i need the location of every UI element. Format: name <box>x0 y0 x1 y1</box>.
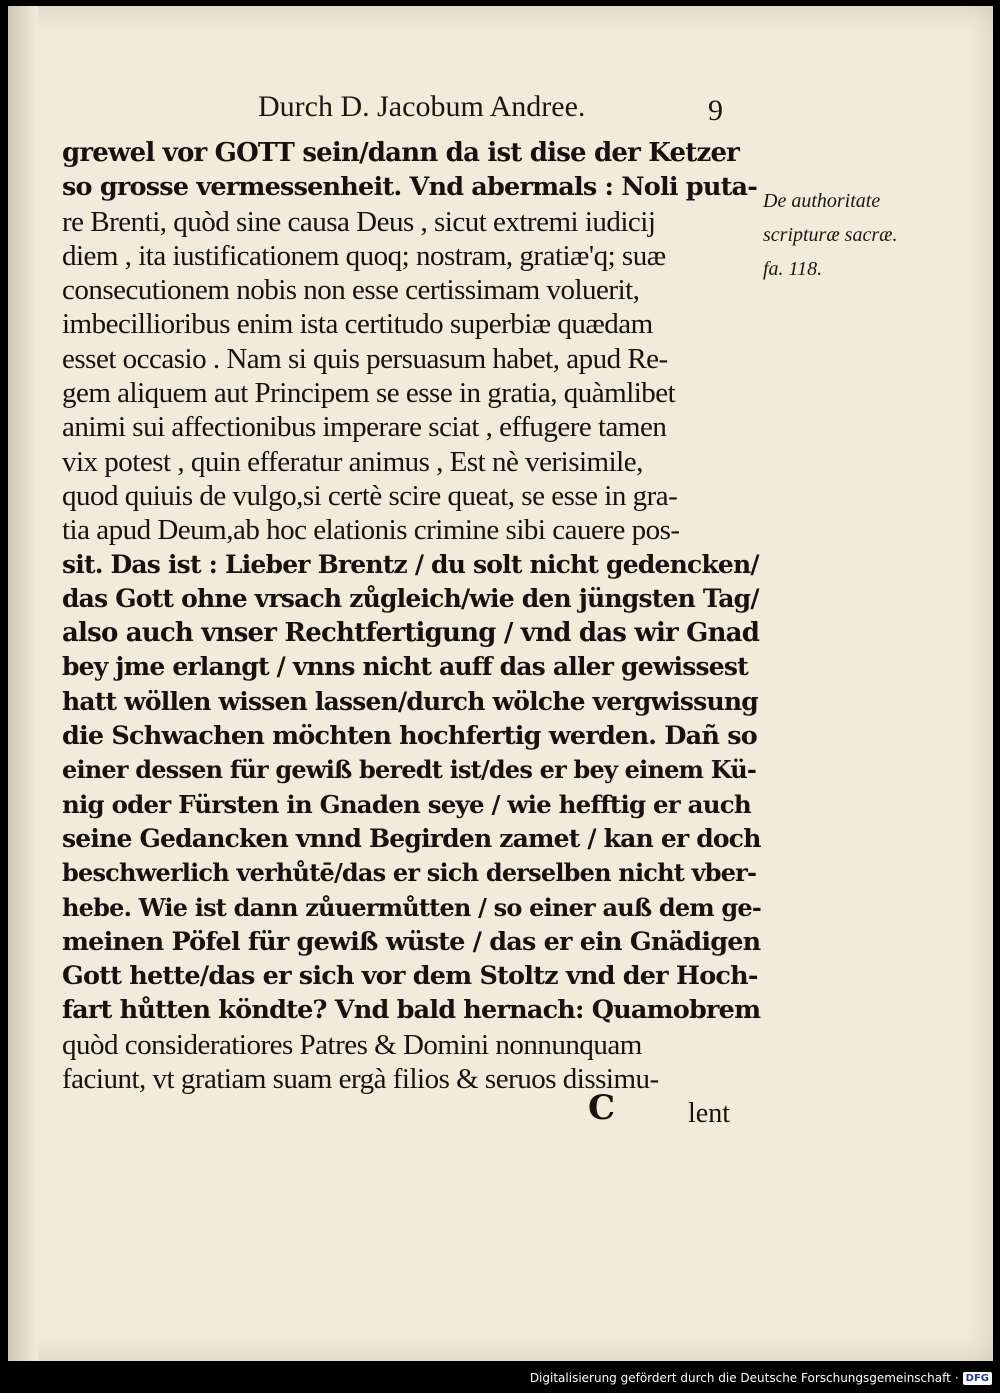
book-page <box>8 6 993 1361</box>
text-line: vix potest , quin efferatur animus , Est nè verisimile, <box>62 445 643 478</box>
text-line: meinen Pöfel für gewiß wüste / das er ein Gnädigen <box>62 926 761 957</box>
text-line: quòd consideratiores Patres & Domini nonnunquam <box>62 1028 642 1061</box>
footer-credit: Digitalisierung gefördert durch die Deutsche Forschungsgemeinschaft <box>529 1371 951 1385</box>
text-line: nig oder Fürsten in Gnaden seye / wie hefftig er auch <box>62 789 751 819</box>
text-line: fart hůtten köndte? Vnd bald hernach: Quamobrem <box>62 995 761 1026</box>
catchword: lent <box>688 1098 730 1129</box>
text-line: diem , ita iustificationem quoq; nostram, gratiæ'q; suæ <box>62 239 666 272</box>
text-line: grewel vor GOTT sein/dann da ist dise der Ketzer <box>62 138 740 168</box>
running-title: Durch D. Jacobum Andree. <box>258 90 586 123</box>
dfg-logo-icon: DFG <box>963 1372 992 1385</box>
text-line: imbecillioribus enim ista certitudo superbiæ quædam <box>62 308 653 341</box>
text-line: so grosse vermessenheit. Vnd abermals : Noli puta- <box>62 172 758 203</box>
digitization-footer <box>530 1367 992 1389</box>
signature-mark: C <box>588 1088 616 1128</box>
text-line: hatt wöllen wissen lassen/durch wölche vergwissung <box>62 686 758 716</box>
text-line: faciunt, vt gratiam suam ergà filios & seruos dissimu- <box>62 1063 659 1096</box>
text-line: das Gott ohne vrsach zůgleich/wie den jüngsten Tag/ <box>62 583 759 613</box>
text-line: esset occasio . Nam si quis persuasum habet, apud Re- <box>62 342 668 375</box>
text-line: re Brenti, quòd sine causa Deus , sicut extremi iudicij <box>62 205 656 238</box>
page-number: 9 <box>708 94 723 127</box>
text-line: Gott hette/das er sich vor dem Stoltz vnd der Hoch- <box>62 961 758 992</box>
text-line: sit. Das ist : Lieber Brentz / du solt nicht gedencken/ <box>62 549 759 579</box>
text-line: einer dessen für gewiß beredt ist/des er bey einem Kü- <box>62 755 757 785</box>
body-text <box>62 136 762 1096</box>
text-line: gem aliquem aut Principem se esse in gratia, quàmlibet <box>62 377 676 410</box>
margin-note-line: scripturæ sacræ. <box>763 224 898 246</box>
text-line: animi sui affectionibus imperare sciat , effugere tamen <box>62 411 667 444</box>
text-line: consecutionem nobis non esse certissimam voluerit, <box>62 274 640 307</box>
text-line: quod quiuis de vulgo,si certè scire queat, se esse in gra- <box>62 479 678 512</box>
text-line: tia apud Deum,ab hoc elationis crimine sibi cauere pos- <box>62 514 680 547</box>
page-gutter <box>8 6 38 1361</box>
text-line: seine Gedancken vnnd Begirden zamet / kan er doch <box>62 823 761 853</box>
margin-note <box>763 184 923 286</box>
text-line: hebe. Wie ist dann zůuermůtten / so einer auß dem ge- <box>62 892 762 922</box>
text-line: also auch vnser Rechtfertigung / vnd das wir Gnad <box>62 618 760 649</box>
footer-separator: · <box>954 1371 959 1385</box>
text-line: bey jme erlangt / vnns nicht auff das aller gewissest <box>62 652 748 682</box>
text-line: beschwerlich verhůtē/das er sich derselben nicht vber- <box>62 858 757 888</box>
margin-note-line: De authoritate <box>763 190 881 212</box>
text-line: die Schwachen möchten hochfertig werden. Dañ so <box>62 721 757 752</box>
margin-note-line: fa. 118. <box>763 258 823 280</box>
